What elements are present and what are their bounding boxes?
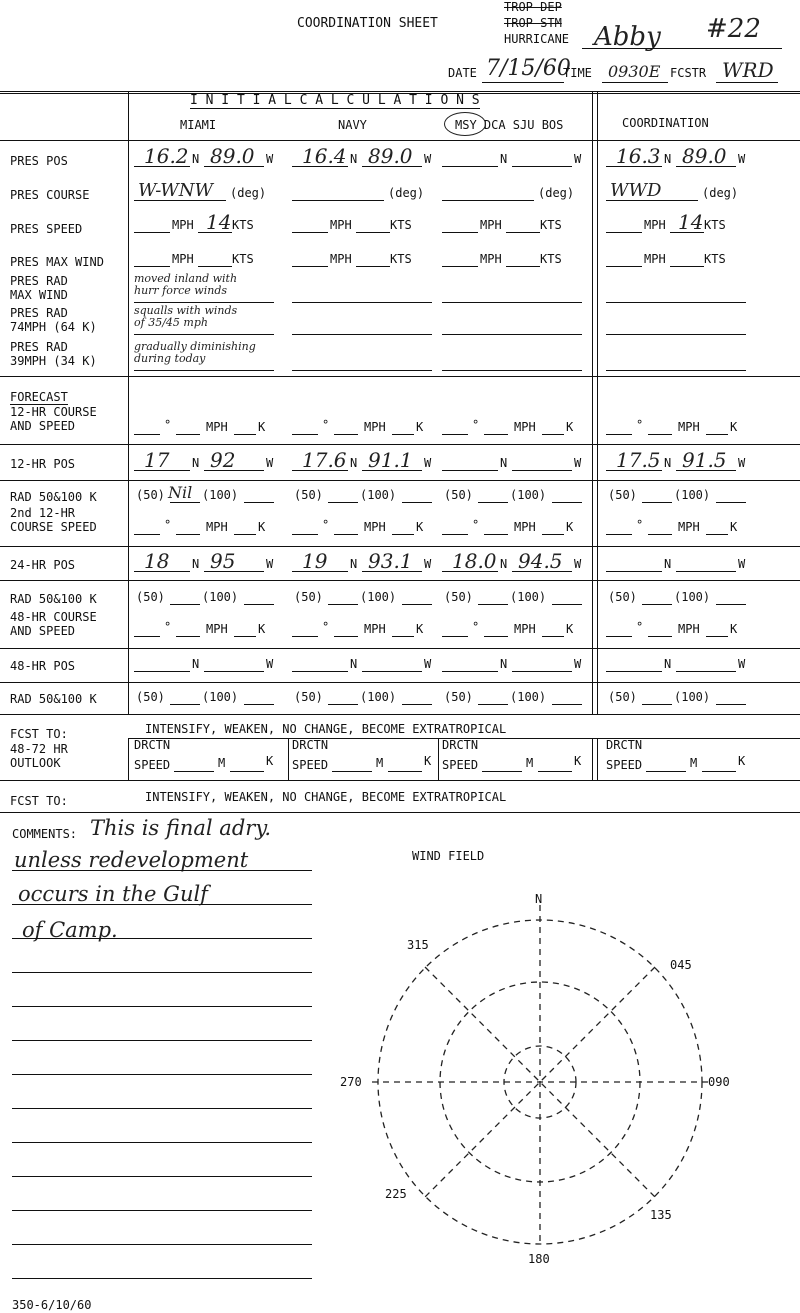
miami-lon: 89.0 (210, 144, 255, 168)
type-option-hurricane: HURRICANE (504, 32, 570, 46)
coord-mph: MPH (678, 622, 700, 636)
miami-kts: KTS (232, 252, 254, 266)
offices-n: N (500, 152, 508, 166)
type-option-trop-dep: TROP DEP (504, 0, 562, 14)
miami-mph: MPH (206, 520, 228, 534)
coord-r100: (100) (674, 488, 711, 502)
time-label: TIME (563, 66, 592, 80)
coord-n: N (664, 657, 672, 671)
offices-kts: KTS (540, 218, 562, 232)
coord-mph: MPH (644, 218, 666, 232)
row-outlook: 48-72 HR OUTLOOK (10, 742, 68, 770)
miami-k: K (258, 622, 266, 636)
navy-n: N (350, 152, 358, 166)
navy-lon: 93.1 (368, 549, 413, 573)
outlook-drctn-0: DRCTN (134, 738, 171, 752)
offices-mph: MPH (480, 252, 502, 266)
navy-mph: MPH (364, 622, 386, 636)
offices-w: W (574, 152, 582, 166)
coord-w: W (738, 456, 746, 470)
outlook-speed-3: SPEED (606, 758, 643, 772)
navy-kts: KTS (390, 252, 412, 266)
wind-field-title: WIND FIELD (412, 849, 485, 863)
navy-w: W (424, 152, 432, 166)
row-pres-course: PRES COURSE (10, 188, 90, 202)
coord-n: N (664, 456, 672, 470)
navy-w: W (424, 557, 432, 571)
offices-lon: 94.5 (518, 549, 563, 573)
col-miami: MIAMI (180, 118, 217, 132)
offices-mph: MPH (514, 520, 536, 534)
coord-kts: KTS (704, 252, 726, 266)
initial-calculations-heading: I N I T I A L C A L C U L A T I O N S (190, 93, 480, 108)
navy-kts: KTS (390, 218, 412, 232)
coord-deg: (deg) (702, 186, 739, 200)
miami-degsym: ° (164, 518, 172, 532)
miami-note-a: moved inland with (134, 272, 238, 285)
time-value: 0930E (608, 62, 661, 81)
col-navy: NAVY (338, 118, 367, 132)
miami-w: W (266, 456, 274, 470)
offices-degsym: ° (472, 518, 480, 532)
row-pres-rad-max-wind: PRES RAD MAX WIND (10, 274, 68, 302)
miami-degsym: ° (164, 620, 172, 634)
row-pres-rad-39: PRES RAD 39MPH (34 K) (10, 340, 97, 368)
coord-degsym: ° (636, 518, 644, 532)
offices-w: W (574, 456, 582, 470)
navy-k: K (416, 520, 424, 534)
offices-w: W (574, 657, 582, 671)
miami-w: W (266, 557, 274, 571)
offices-r100: (100) (510, 690, 547, 704)
miami-mph: MPH (172, 252, 194, 266)
navy-r50: (50) (294, 590, 323, 604)
miami-note-a: squalls with winds (134, 304, 238, 317)
offices-k: K (566, 520, 574, 534)
row-forecast-12: FORECAST 12-HR COURSE AND SPEED (10, 390, 97, 433)
miami-lon: 92 (210, 448, 236, 472)
navy-mph: MPH (330, 218, 352, 232)
comment-line-3: occurs in the Gulf (18, 882, 208, 906)
offices-n: N (500, 657, 508, 671)
miami-n: N (192, 152, 200, 166)
offices-lat: 18.0 (452, 549, 497, 573)
col-offices: MSY DCA SJU BOS (455, 118, 564, 132)
navy-degsym: ° (322, 518, 330, 532)
outlook-k-2: K (574, 754, 582, 768)
outlook-drctn-3: DRCTN (606, 738, 643, 752)
coord-degsym: ° (636, 620, 644, 634)
offices-r50: (50) (444, 488, 473, 502)
navy-n: N (350, 456, 358, 470)
offices-mph: MPH (514, 420, 536, 434)
bearing-225: 225 (385, 1187, 407, 1201)
outlook-k-0: K (266, 754, 274, 768)
fcst-options-2: INTENSIFY, WEAKEN, NO CHANGE, BECOME EXTRATROPICAL (145, 790, 507, 804)
outlook-drctn-1: DRCTN (292, 738, 329, 752)
date-label: DATE (448, 66, 477, 80)
coord-lon: 91.5 (682, 448, 727, 472)
offices-k: K (566, 420, 574, 434)
row-fcst-to-2: FCST TO: (10, 794, 68, 808)
navy-r50: (50) (294, 690, 323, 704)
miami-deg: (deg) (230, 186, 267, 200)
offices-k: K (566, 622, 574, 636)
miami-n: N (192, 456, 200, 470)
bearing-270: 270 (340, 1075, 362, 1089)
miami-w: W (266, 152, 274, 166)
miami-r50: (50) (136, 690, 165, 704)
coord-k: K (730, 420, 738, 434)
miami-lat: 18 (144, 549, 170, 573)
navy-degsym: ° (322, 418, 330, 432)
coord-speed: 14 (678, 210, 704, 234)
outlook-m-3: M (690, 756, 698, 770)
miami-mph: MPH (206, 622, 228, 636)
storm-name: Abby (594, 22, 661, 52)
miami-lat: 17 (144, 448, 170, 472)
navy-r100: (100) (360, 690, 397, 704)
offices-n: N (500, 456, 508, 470)
row-rad-2: RAD 50&100 K (10, 592, 97, 606)
coord-lon: 89.0 (682, 144, 727, 168)
coord-w: W (738, 657, 746, 671)
navy-n: N (350, 557, 358, 571)
sheet-title: COORDINATION SHEET (297, 16, 438, 31)
comment-line-2: unless redevelopment (14, 848, 249, 872)
coord-w: W (738, 557, 746, 571)
navy-mph: MPH (364, 520, 386, 534)
coord-lat: 17.5 (616, 448, 661, 472)
type-option-trop-stm: TROP STM (504, 16, 562, 30)
comments-label: COMMENTS: (12, 827, 78, 841)
coord-lat: 16.3 (616, 144, 661, 168)
miami-course: W-WNW (138, 180, 214, 201)
form-code: 350-6/10/60 (12, 1298, 92, 1312)
offices-degsym: ° (472, 620, 480, 634)
offices-deg: (deg) (538, 186, 575, 200)
coord-r50: (50) (608, 590, 637, 604)
row-rad-1: RAD 50&100 K (10, 490, 97, 504)
comment-line-1: This is final adry. (90, 816, 272, 840)
navy-degsym: ° (322, 620, 330, 634)
col-coordination: COORDINATION (622, 116, 709, 130)
outlook-drctn-2: DRCTN (442, 738, 479, 752)
coord-k: K (730, 622, 738, 636)
outlook-k-3: K (738, 754, 746, 768)
comment-line-4: of Camp. (22, 918, 118, 942)
miami-note-a: gradually diminishing (134, 340, 256, 353)
row-fcst-to-1: FCST TO: (10, 727, 68, 741)
outlook-m-0: M (218, 756, 226, 770)
row-pres-speed: PRES SPEED (10, 222, 83, 236)
advisory-number: #22 (706, 14, 761, 44)
miami-lat: 16.2 (144, 144, 189, 168)
navy-k: K (416, 420, 424, 434)
fcst-options-1: INTENSIFY, WEAKEN, NO CHANGE, BECOME EXTRATROPICAL (145, 722, 507, 736)
offices-r50: (50) (444, 690, 473, 704)
coord-n: N (664, 557, 672, 571)
row-pos-12: 12-HR POS (10, 457, 76, 471)
coord-kts: KTS (704, 218, 726, 232)
bearing-180: 180 (528, 1252, 550, 1266)
miami-lon: 95 (210, 549, 236, 573)
miami-r50: (50) (136, 488, 165, 502)
row-second-12: 2nd 12-HR COURSE SPEED (10, 506, 97, 534)
outlook-m-2: M (526, 756, 534, 770)
offices-n: N (500, 557, 508, 571)
navy-lon: 91.1 (368, 448, 413, 472)
miami-kts: KTS (232, 218, 254, 232)
miami-mph: MPH (206, 420, 228, 434)
bearing-135: 135 (650, 1208, 672, 1222)
navy-w: W (424, 456, 432, 470)
offices-kts: KTS (540, 252, 562, 266)
coord-k: K (730, 520, 738, 534)
navy-r100: (100) (360, 488, 397, 502)
miami-r50: (50) (136, 590, 165, 604)
date-value: 7/15/60 (486, 56, 571, 81)
row-pres-pos: PRES POS (10, 154, 68, 168)
coord-mph: MPH (644, 252, 666, 266)
bearing-315: 315 (407, 938, 429, 952)
navy-lat: 16.4 (302, 144, 347, 168)
offices-mph: MPH (480, 218, 502, 232)
coord-r100: (100) (674, 690, 711, 704)
row-pos-24: 24-HR POS (10, 558, 76, 572)
miami-mph: MPH (172, 218, 194, 232)
navy-mph: MPH (364, 420, 386, 434)
bearing-n: N (535, 892, 543, 906)
coord-n: N (664, 152, 672, 166)
navy-r100: (100) (360, 590, 397, 604)
outlook-k-1: K (424, 754, 432, 768)
miami-w: W (266, 657, 274, 671)
miami-note-b: hurr force winds (134, 284, 228, 297)
navy-mph: MPH (330, 252, 352, 266)
navy-n: N (350, 657, 358, 671)
coord-degsym: ° (636, 418, 644, 432)
row-pres-max-wind: PRES MAX WIND (10, 255, 104, 269)
coord-r50: (50) (608, 488, 637, 502)
fcstr-value: WRD (722, 58, 774, 82)
outlook-m-1: M (376, 756, 384, 770)
miami-n: N (192, 657, 200, 671)
miami-r100: (100) (202, 590, 239, 604)
miami-k: K (258, 520, 266, 534)
fcstr-label: FCSTR (670, 66, 707, 80)
navy-r50: (50) (294, 488, 323, 502)
coord-r50: (50) (608, 690, 637, 704)
navy-w: W (424, 657, 432, 671)
navy-k: K (416, 622, 424, 636)
miami-r100: (100) (202, 488, 239, 502)
outlook-speed-1: SPEED (292, 758, 329, 772)
row-rad-3: RAD 50&100 K (10, 692, 97, 706)
offices-r100: (100) (510, 590, 547, 604)
offices-mph: MPH (514, 622, 536, 636)
bearing-090: 090 (708, 1075, 730, 1089)
navy-lon: 89.0 (368, 144, 413, 168)
navy-deg: (deg) (388, 186, 425, 200)
bearing-045: 045 (670, 958, 692, 972)
miami-rad50: Nil (168, 483, 193, 502)
coord-r100: (100) (674, 590, 711, 604)
coord-w: W (738, 152, 746, 166)
row-pos-48: 48-HR POS (10, 659, 76, 673)
miami-k: K (258, 420, 266, 434)
miami-n: N (192, 557, 200, 571)
offices-w: W (574, 557, 582, 571)
offices-r100: (100) (510, 488, 547, 502)
coord-mph: MPH (678, 520, 700, 534)
navy-lat: 19 (302, 549, 328, 573)
outlook-speed-2: SPEED (442, 758, 479, 772)
row-pres-rad-74: PRES RAD 74MPH (64 K) (10, 306, 97, 334)
miami-r100: (100) (202, 690, 239, 704)
coord-mph: MPH (678, 420, 700, 434)
miami-note-b: of 35/45 mph (134, 316, 208, 329)
row-course-48: 48-HR COURSE AND SPEED (10, 610, 97, 638)
offices-r50: (50) (444, 590, 473, 604)
offices-degsym: ° (472, 418, 480, 432)
coord-course: WWD (610, 180, 662, 201)
miami-note-b: during today (134, 352, 206, 365)
outlook-speed-0: SPEED (134, 758, 171, 772)
navy-lat: 17.6 (302, 448, 347, 472)
miami-degsym: ° (164, 418, 172, 432)
miami-speed: 14 (206, 210, 232, 234)
